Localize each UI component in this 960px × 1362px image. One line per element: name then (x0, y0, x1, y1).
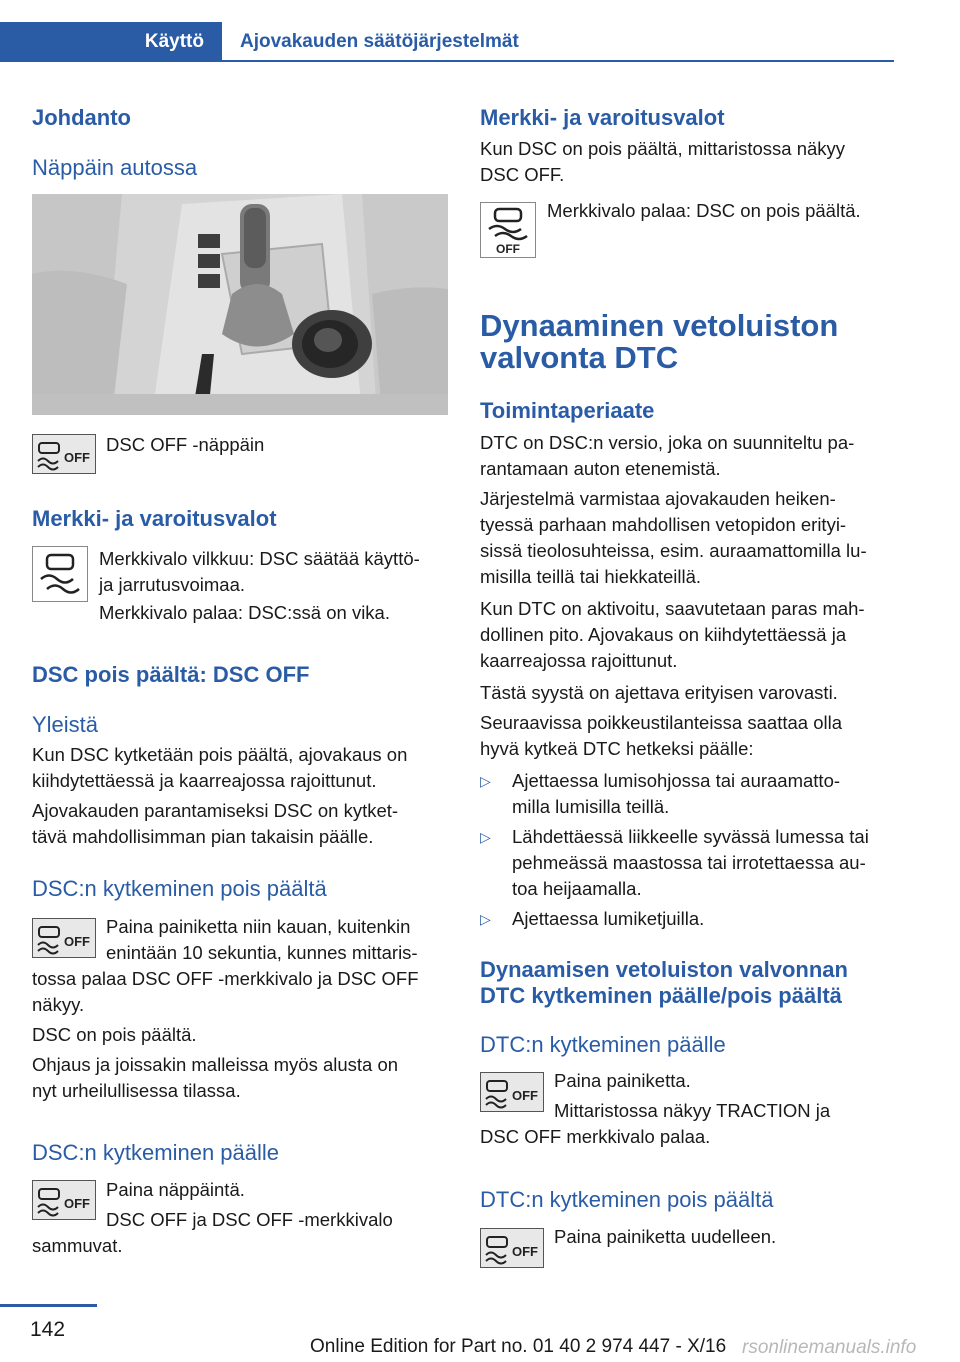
page-header (0, 0, 960, 62)
svg-text:OFF: OFF (512, 1088, 538, 1103)
t-p2-l4: misilla teillä tai hiekkateillä. (480, 566, 702, 587)
heading-dtc-paalle: DTC:n kytkeminen päälle (480, 1032, 726, 1057)
heading-dyn-line1: Dynaamisen vetoluiston valvonnan (480, 957, 848, 982)
tab-kaytto[interactable]: Käyttö (0, 22, 222, 62)
list-item (480, 906, 896, 932)
paalle-l2: DSC OFF ja DSC OFF -merkkivalo (106, 1209, 393, 1230)
dsc-off-warning-icon (480, 202, 536, 258)
pois-l3: tossa palaa DSC OFF -merkkivalo ja DSC OFF (32, 968, 419, 989)
pois-p3-l2: nyt urheilullisessa tilassa. (32, 1080, 241, 1101)
heading-kytk-paalle: DSC:n kytkeminen päälle (32, 1140, 280, 1165)
bullet-triangle-icon: ▷ (480, 773, 491, 789)
t-p3-l1: Kun DTC on aktivoitu, saavutetaan paras mah- (480, 598, 865, 619)
tab-ajovakauden[interactable]: Ajovakauden säätöjärjestelmät (240, 31, 519, 52)
dp-l3: DSC OFF merkkivalo palaa. (480, 1126, 711, 1147)
dsc-off-button-icon (32, 918, 96, 958)
merkki-r-l1: Kun DSC on pois päältä, mittaristossa näkyy (480, 138, 846, 159)
yleista-p1-l2: kiihdytettäessä ja kaarreajossa rajoittunut. (32, 770, 377, 791)
svg-text:OFF: OFF (64, 450, 90, 465)
console-illustration (32, 194, 448, 415)
t-p5-l2: hyvä kytkeä DTC hetkeksi päälle: (480, 738, 754, 759)
pois-l4: näkyy. (32, 994, 85, 1015)
t-p4: Tästä syystä on ajettava erityisen varovasti. (480, 682, 838, 703)
heading-johdanto: Johdanto (32, 105, 131, 130)
paalle-l1: Paina näppäintä. (106, 1179, 245, 1200)
paalle-l3: sammuvat. (32, 1235, 123, 1256)
bullet-3-line1: Ajettaessa lumiketjuilla. (512, 908, 705, 929)
bullet-triangle-icon: ▷ (480, 829, 491, 845)
warn-fault: Merkkivalo palaa: DSC:ssä on vika. (99, 602, 390, 623)
footer-rule (0, 1304, 97, 1307)
heading-nappain: Näppäin autossa (32, 155, 198, 180)
dpo-l1: Paina painiketta uudelleen. (554, 1226, 777, 1247)
bullet-2-line3: toa heijaamalla. (512, 878, 642, 899)
bullet-2-line2: pehmeässä maastossa tai irrotettaessa au- (512, 852, 866, 873)
caption-dsc-off: DSC OFF -näppäin (106, 434, 265, 455)
list-item (480, 824, 896, 902)
page-number: 142 (30, 1318, 66, 1341)
heading-yleista: Yleistä (32, 712, 99, 737)
dsc-off-button-icon (480, 1072, 544, 1112)
heading-dtc-line2: valvonta DTC (480, 340, 679, 375)
dsc-off-button-icon (480, 1228, 544, 1268)
heading-kytk-pois: DSC:n kytkeminen pois päältä (32, 876, 327, 901)
heading-merkki-left: Merkki- ja varoitusvalot (32, 506, 277, 531)
dp-l1: Paina painiketta. (554, 1070, 691, 1091)
pois-p3-l1: Ohjaus ja joissakin malleissa myös alusta on (32, 1054, 399, 1075)
yleista-p2-l1: Ajovakauden parantamiseksi DSC on kytket- (32, 800, 399, 821)
merkki-r-l2: DSC OFF. (480, 164, 565, 185)
yleista-p1-l1: Kun DSC kytketään pois päältä, ajovakaus on (32, 744, 408, 765)
heading-dsc-off: DSC pois päältä: DSC OFF (32, 662, 310, 687)
t-p3-l3: kaarreajossa rajoittunut. (480, 650, 678, 671)
edition-text: Online Edition for Part no. 01 40 2 974 447 - X/16 (310, 1336, 727, 1357)
t-p1-l2: rantamaan auton etenemistä. (480, 458, 721, 479)
heading-merkki-right: Merkki- ja varoitusvalot (480, 105, 725, 130)
dsc-off-button-icon (32, 434, 96, 474)
dsc-warning-icon (32, 546, 88, 602)
bullet-triangle-icon: ▷ (480, 911, 491, 927)
t-p2-l1: Järjestelmä varmistaa ajovakauden heiken- (480, 488, 836, 509)
header-rule (222, 60, 894, 62)
dp-l2: Mittaristossa näkyy TRACTION ja (554, 1100, 831, 1121)
dsc-off-button-icon (32, 1180, 96, 1220)
warn-blink-line1: Merkkivalo vilkkuu: DSC säätää käyttö- (99, 548, 420, 569)
t-p3-l2: dollinen pito. Ajovakaus on kiihdytettäessä ja (480, 624, 847, 645)
t-p1-l1: DTC on DSC:n versio, joka on suunniteltu pa- (480, 432, 855, 453)
bullet-1-line1: Ajettaessa lumisohjossa tai auraamatto- (512, 770, 841, 791)
heading-dyn-line2: DTC kytkeminen päälle/pois päältä (480, 983, 842, 1008)
t-p5-l1: Seuraavissa poikkeustilanteissa saattaa olla (480, 712, 842, 733)
watermark: rsonlinemanuals.info (742, 1337, 917, 1358)
bullet-2-line1: Lähdettäessä liikkeelle syvässä lumessa tai (512, 826, 869, 847)
yleista-p2-l2: tävä mahdollisimman pian takaisin päälle. (32, 826, 374, 847)
heading-toiminta: Toimintaperiaate (480, 398, 655, 423)
t-p2-l2: tyessä parhaan mahdollisen vetopidon erityi- (480, 514, 847, 535)
svg-text:OFF: OFF (64, 934, 90, 949)
list-item (480, 768, 896, 820)
svg-text:OFF: OFF (512, 1244, 538, 1259)
warn-blink-line2: ja jarrutusvoimaa. (99, 574, 246, 595)
heading-dtc-line1: Dynaaminen vetoluiston (480, 308, 839, 343)
pois-l2: enintään 10 sekuntia, kunnes mittaris- (106, 942, 418, 963)
pois-p2: DSC on pois päältä. (32, 1024, 197, 1045)
svg-text:OFF: OFF (64, 1196, 90, 1211)
console-photo (32, 194, 448, 415)
t-p2-l3: sissä tieolosuhteissa, esim. auraamattomilla lu- (480, 540, 867, 561)
svg-text:OFF: OFF (496, 242, 520, 256)
pois-l1: Paina painiketta niin kauan, kuitenkin (106, 916, 411, 937)
bullet-1-line2: milla lumisilla teillä. (512, 796, 670, 817)
heading-dtc-pois: DTC:n kytkeminen pois päältä (480, 1187, 774, 1212)
merkki-r-icon-text: Merkkivalo palaa: DSC on pois päältä. (547, 200, 861, 221)
